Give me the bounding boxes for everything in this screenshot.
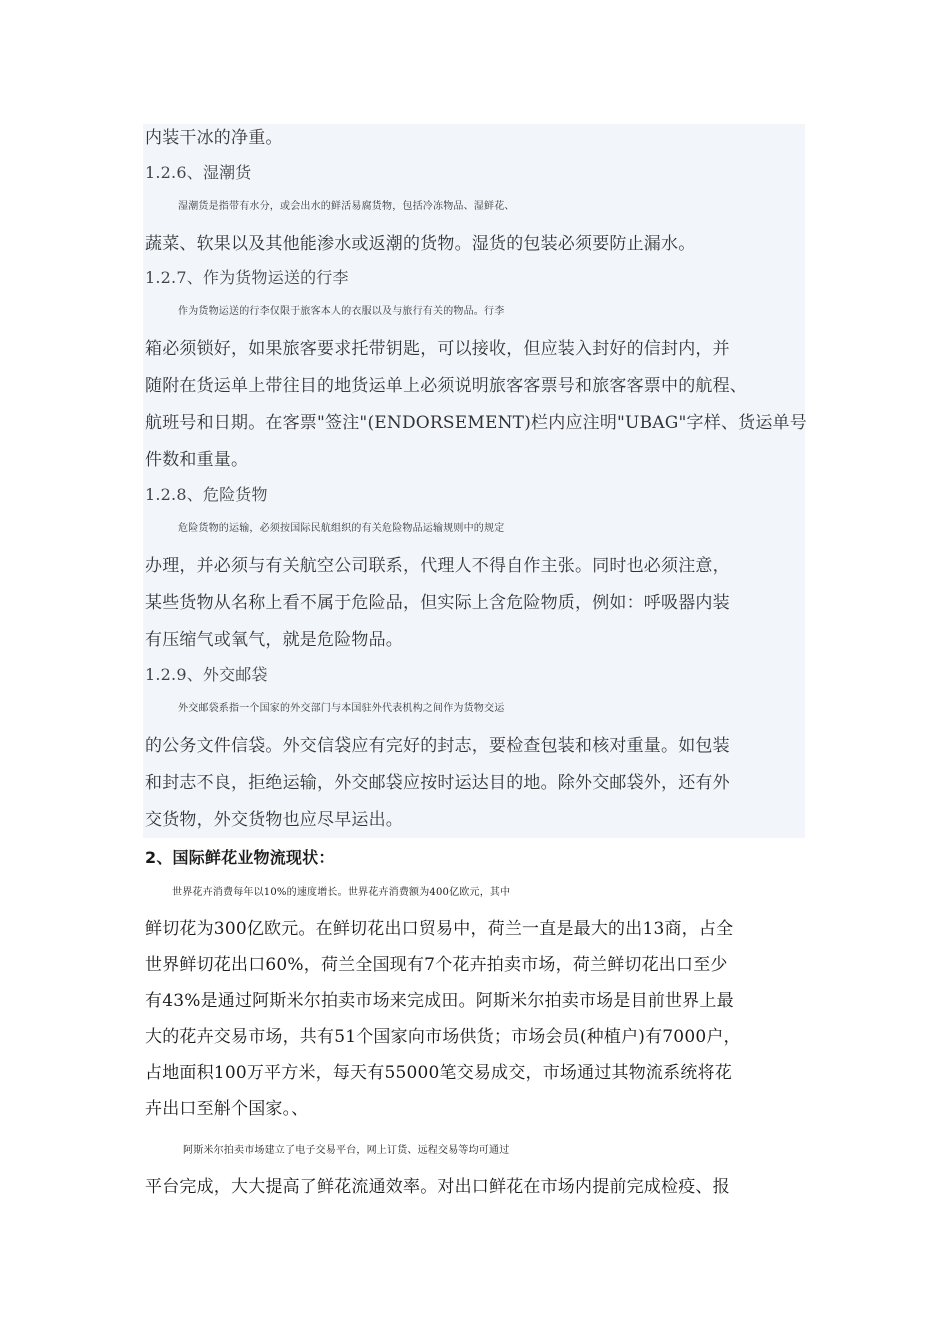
text-line: 某些货物从名称上看不属于危险品，但实际上含危险物质，例如：呼吸器内装 (145, 593, 730, 613)
text-line: 阿斯米尔拍卖市场建立了电子交易平台，网上订货、远程交易等均可通过 (183, 1145, 510, 1156)
text-line: 湿潮货是指带有水分，或会出水的鲜活易腐货物，包括冷冻物品、湿鲜花、 (178, 201, 515, 212)
text-line: 有压缩气或氧气，就是危险物品。 (145, 630, 403, 650)
text-line: 航班号和日期。在客票"签注"(ENDORSEMENT)栏内应注明"UBAG"字样、货运单号 (145, 413, 807, 433)
text-line: 随附在货运单上带往目的地货运单上必须说明旅客客票号和旅客客票中的航程、 (145, 376, 747, 396)
text-line: 大的花卉交易市场，共有51个国家向市场供货；市场会员(种植户)有7000户， (145, 1027, 741, 1047)
text-line: 世界鲜切花出口60%，荷兰全国现有7个花卉拍卖市场，荷兰鲜切花出口至少 (145, 955, 728, 975)
text-line: 内装干冰的净重。 (145, 128, 283, 148)
text-line: 卉出口至斛个国家。、 (145, 1099, 309, 1119)
subheading-1-2-7: 1.2.7、作为货物运送的行李 (145, 268, 349, 287)
text-line: 箱必须锁好，如果旅客要求托带钥匙，可以接收，但应装入封好的信封内，并 (145, 339, 730, 359)
section-heading-2: 2、国际鲜花业物流现状： (145, 848, 335, 867)
text-line: 蔬菜、软果以及其他能渗水或返潮的货物。湿货的包装必须要防止漏水。 (145, 234, 696, 254)
text-line: 有43%是通过阿斯米尔拍卖市场来完成田。阿斯米尔拍卖市场是目前世界上最 (145, 991, 734, 1011)
text-line: 办理，并必须与有关航空公司联系，代理人不得自作主张。同时也必须注意， (145, 556, 730, 576)
text-line: 危险货物的运输，必须按国际民航组织的有关危险物品运输规则中的规定 (178, 523, 505, 534)
text-line: 作为货物运送的行李仅限于旅客本人的衣服以及与旅行有关的物品。行李 (178, 306, 505, 317)
text-line: 和封志不良，拒绝运输，外交邮袋应按时运达目的地。除外交邮袋外，还有外 (145, 773, 730, 793)
text-line: 世界花卉消费每年以10%的速度增长。世界花卉消费额为400亿欧元，其中 (172, 887, 511, 898)
text-line: 外交邮袋系指一个国家的外交部门与本国驻外代表机构之间作为货物交运 (178, 703, 505, 714)
text-line: 的公务文件信袋。外交信袋应有完好的封志，要检查包装和核对重量。如包装 (145, 736, 730, 756)
text-line: 件数和重量。 (145, 450, 249, 470)
text-line: 平台完成，大大提高了鲜花流通效率。对出口鲜花在市场内提前完成检疫、报 (145, 1177, 730, 1197)
text-line: 交货物，外交货物也应尽早运出。 (145, 810, 403, 830)
text-line: 鲜切花为300亿欧元。在鲜切花出口贸易中，荷兰一直是最大的出13商，占全 (145, 919, 734, 939)
subheading-1-2-8: 1.2.8、危险货物 (145, 485, 268, 504)
subheading-1-2-9: 1.2.9、外交邮袋 (145, 665, 268, 684)
subheading-1-2-6: 1.2.6、湿潮货 (145, 163, 252, 182)
text-line: 占地面积100万平方米，每天有55000笔交易成交，市场通过其物流系统将花 (145, 1063, 732, 1083)
